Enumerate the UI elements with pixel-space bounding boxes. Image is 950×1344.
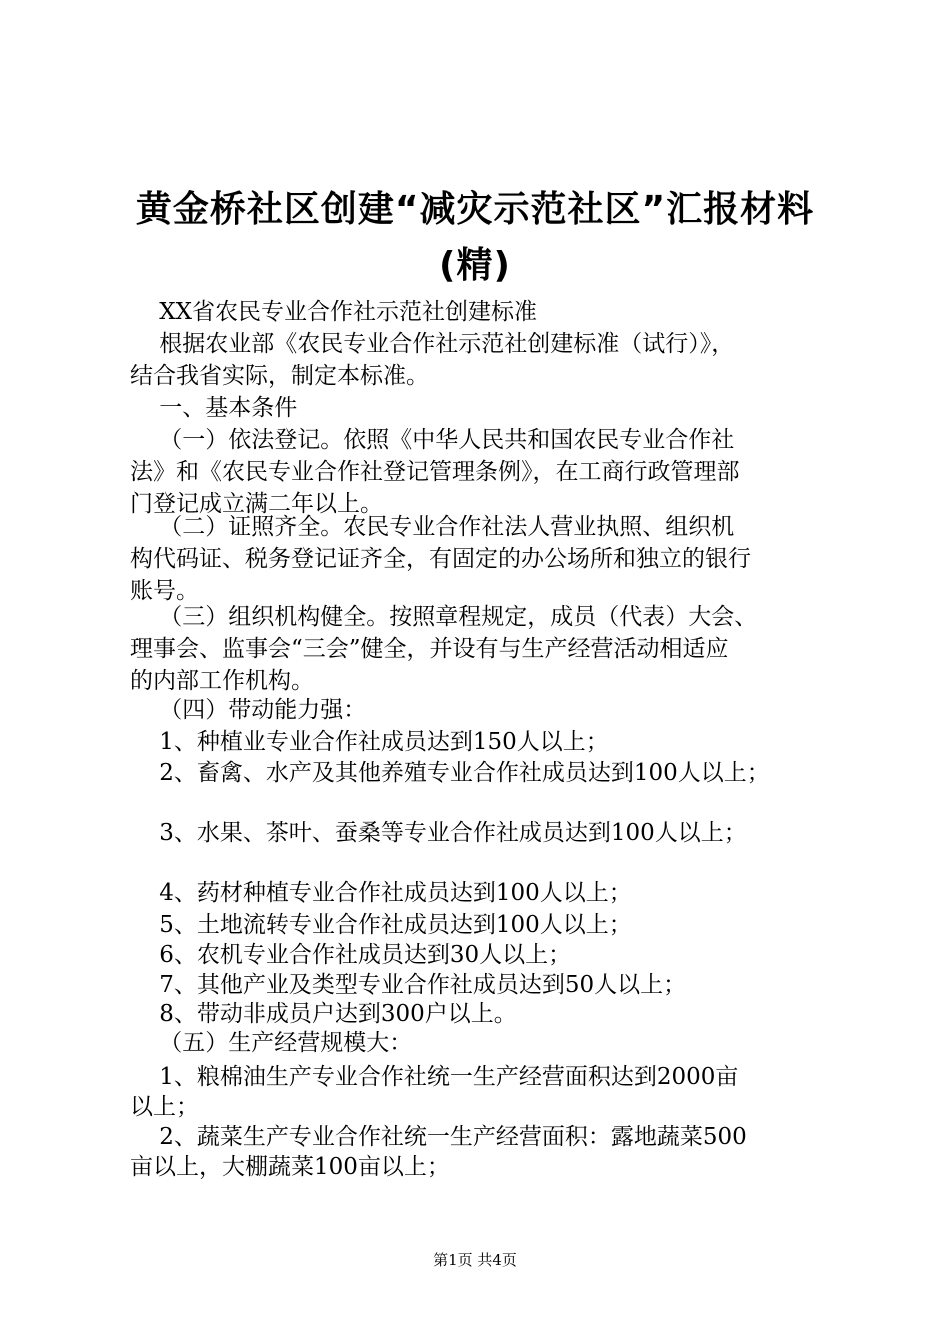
body-line: 6、农机专业合作社成员达到30人以上； bbox=[130, 942, 572, 968]
document-title-line-2: (精) bbox=[439, 245, 511, 286]
body-line: 的内部工作机构。 bbox=[130, 668, 314, 694]
body-line: 构代码证、税务登记证齐全，有固定的办公场所和独立的银行 bbox=[130, 546, 751, 572]
body-line: 法》和《农民专业合作社登记管理条例》，在工商行政管理部 bbox=[130, 459, 740, 485]
body-line: 5、土地流转专业合作社成员达到100人以上； bbox=[130, 912, 632, 938]
document-title-line-1: 黄金桥社区创建“减灾示范社区”汇报材料 bbox=[135, 189, 815, 230]
body-line: 以上； bbox=[130, 1094, 199, 1120]
body-line: 3、水果、茶叶、蚕桑等专业合作社成员达到100人以上； bbox=[130, 820, 747, 846]
body-line: 一、基本条件 bbox=[130, 395, 298, 421]
body-line: （一）依法登记。依照《中华人民共和国农民专业合作社 bbox=[130, 427, 735, 453]
body-line: 2、畜禽、水产及其他养殖专业合作社成员达到100人以上； bbox=[130, 760, 770, 786]
body-line: 1、粮棉油生产专业合作社统一生产经营面积达到2000亩 bbox=[130, 1064, 739, 1090]
body-line: （二）证照齐全。农民专业合作社法人营业执照、组织机 bbox=[130, 514, 735, 540]
body-line: 7、其他产业及类型专业合作社成员达到50人以上； bbox=[130, 972, 687, 998]
body-line: 根据农业部《农民专业合作社示范社创建标准（试行）》， bbox=[130, 331, 735, 357]
body-line: （三）组织机构健全。按照章程规定，成员（代表）大会、 bbox=[130, 604, 758, 630]
page-footer: 第1页 共4页 bbox=[433, 1251, 517, 1269]
body-line: （五）生产经营规模大： bbox=[130, 1030, 413, 1056]
body-line: 1、种植业专业合作社成员达到150人以上； bbox=[130, 729, 609, 755]
body-line: 账号。 bbox=[130, 578, 199, 604]
body-line: 8、带动非成员户达到300户以上。 bbox=[130, 1001, 517, 1027]
body-line: 门登记成立满二年以上。 bbox=[130, 491, 383, 517]
body-line: 4、药材种植专业合作社成员达到100人以上； bbox=[130, 880, 632, 906]
body-line: 2、蔬菜生产专业合作社统一生产经营面积：露地蔬菜500 bbox=[130, 1124, 747, 1150]
body-line: 理事会、监事会“三会”健全，并设有与生产经营活动相适应 bbox=[130, 636, 729, 662]
body-line: 亩以上，大棚蔬菜100亩以上； bbox=[130, 1154, 450, 1180]
body-line: （四）带动能力强： bbox=[130, 697, 367, 723]
body-line: XX省农民专业合作社示范社创建标准 bbox=[130, 299, 537, 325]
body-line: 结合我省实际，制定本标准。 bbox=[130, 363, 429, 389]
